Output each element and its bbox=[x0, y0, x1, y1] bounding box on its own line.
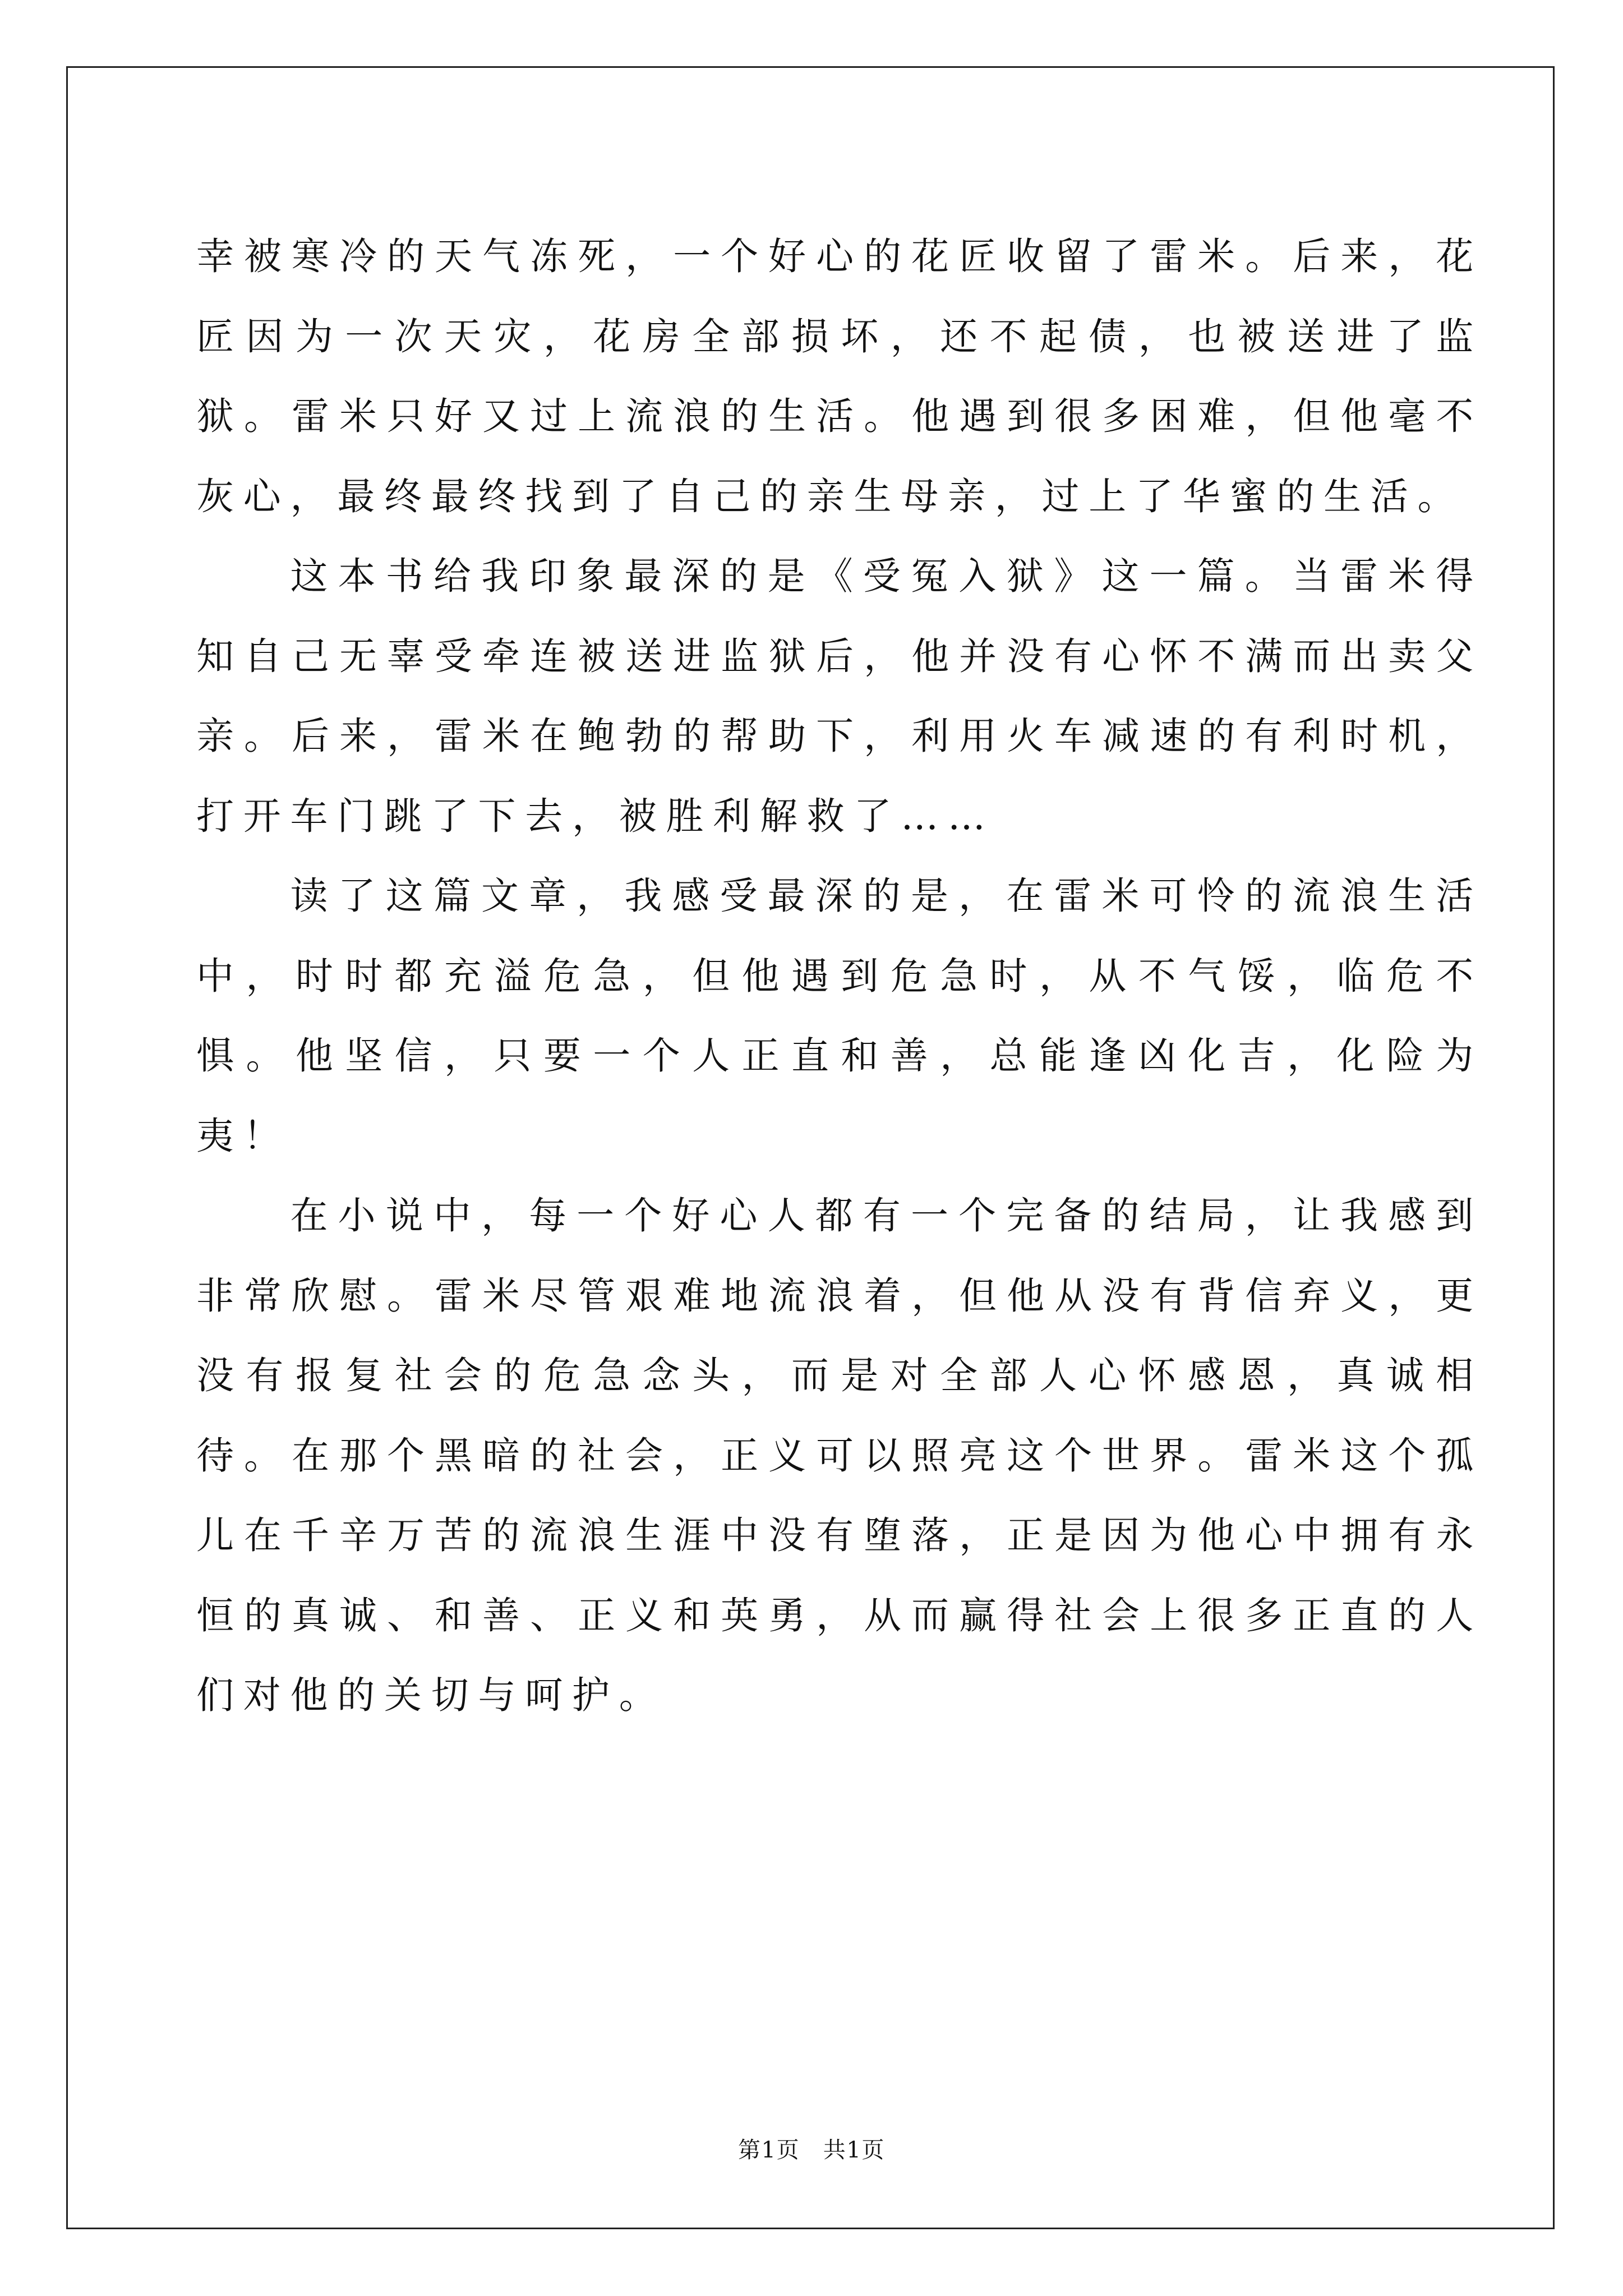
paragraph-1: 幸被寒冷的天气冻死，一个好心的花匠收留了雷米。后来，花匠因为一次天灾，花房全部损坏，还不起债，也被送进了监狱。雷米只好又过上流浪的生活。他遇到很多困难，但他毫不灰心，最终最终找到了自己的亲生母亲，过上了华蜜的生活。 bbox=[196, 234, 1483, 518]
paragraph-3: 读了这篇文章，我感受最深的是，在雷米可怜的流浪生活中，时时都充溢危急，但他遇到危急时，从不气馁，临危不惧。他坚信，只要一个人正直和善，总能逢凶化吉，化险为夷！ bbox=[196, 874, 1483, 1158]
page-number-footer: 第1页 共1页 bbox=[737, 2137, 886, 2163]
paragraph-2: 这本书给我印象最深的是《受冤入狱》这一篇。当雷米得知自己无辜受牵连被送进监狱后，他并没有心怀不满而出卖父亲。后来，雷米在鲍勃的帮助下，利用火车减速的有利时机，打开车门跳了下去，被胜利解救了…… bbox=[196, 554, 1483, 838]
paragraph-4: 在小说中，每一个好心人都有一个完备的结局，让我感到非常欣慰。雷米尽管艰难地流浪着，但他从没有背信弃义，更没有报复社会的危急念头，而是对全部人心怀感恩，真诚相待。在那个黑暗的社会，正义可以照亮这个世界。雷米这个孤儿在千辛万苦的流浪生涯中没有堕落，正是因为他心中拥有永恒的真诚、和善、正义和英勇，从而赢得社会上很多正直的人们对他的关切与呵护。 bbox=[196, 1194, 1483, 1717]
document-body bbox=[196, 217, 1483, 1736]
